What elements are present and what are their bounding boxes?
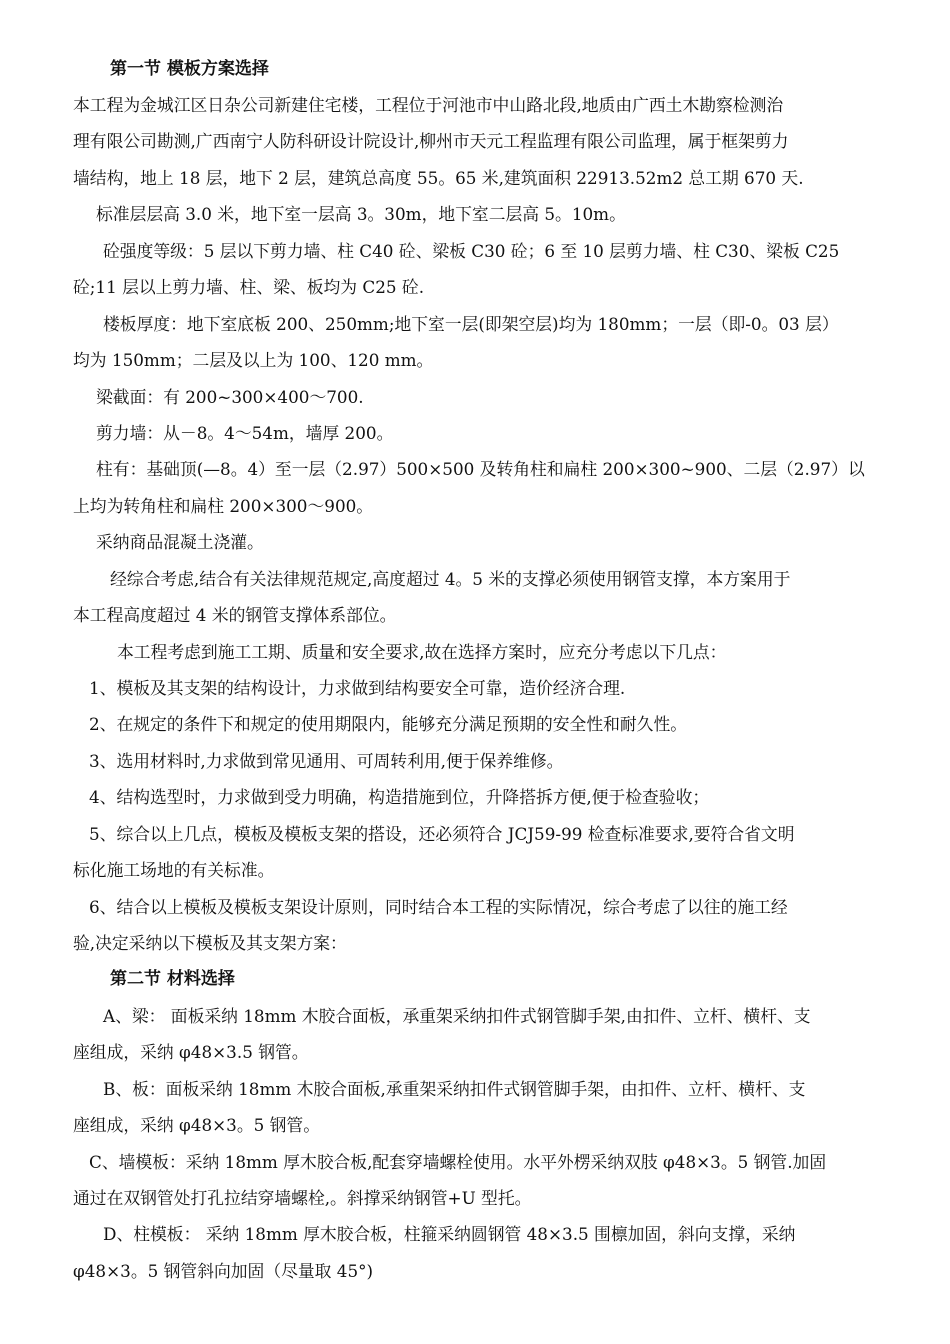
paragraph-line: 本工程高度超过 4 米的钢管支撑体系部位。 xyxy=(73,605,397,625)
material-item: D、柱模板： 采纳 18mm 厚木胶合板，柱箍采纳圆钢管 48×3.5 围檩加固，斜向支撑，采纳 xyxy=(103,1224,796,1244)
paragraph-line: 砼强度等级：5 层以下剪力墙、柱 C40 砼、梁板 C30 砼；6 至 10 层剪力墙、柱 C30、梁板 C25 xyxy=(103,241,840,261)
paragraph-line: 本工程考虑到施工工期、质量和安全要求,故在选择方案时，应充分考虑以下几点： xyxy=(117,642,727,662)
list-item: 6、结合以上模板及模板支架设计原则，同时结合本工程的实际情况，综合考虑了以往的施工经 xyxy=(89,897,788,917)
material-item: 座组成，采纳 φ48×3.5 钢管。 xyxy=(73,1042,309,1062)
material-item: C、墙模板：采纳 18mm 厚木胶合板,配套穿墙螺栓使用。水平外楞采纳双肢 φ48×3。5 钢管.加固 xyxy=(89,1152,827,1172)
list-item: 5、综合以上几点，模板及模板支架的搭设，还必须符合 JCJ59-99 检查标准要求,要符合省文明 xyxy=(89,824,795,844)
list-item: 2、在规定的条件下和规定的使用期限内，能够充分满足预期的安全性和耐久性。 xyxy=(89,714,688,734)
paragraph-line: 墙结构，地上 18 层，地下 2 层，建筑总高度 55。65 米,建筑面积 22913.52m2 总工期 670 天. xyxy=(73,168,804,188)
paragraph-line: 柱有：基础顶(—8。4）至一层（2.97）500×500 及转角柱和扁柱 200×300~900、二层（2.97）以 xyxy=(96,459,865,479)
paragraph-line: 理有限公司勘测,广西南宁人防科研设计院设计,柳州市天元工程监理有限公司监理，属于框架剪力 xyxy=(73,131,789,151)
list-item: 1、模板及其支架的结构设计，力求做到结构要安全可靠，造价经济合理. xyxy=(89,678,626,698)
paragraph-line: 砼;11 层以上剪力墙、柱、梁、板均为 C25 砼. xyxy=(73,277,425,297)
paragraph-line: 本工程为金城江区日杂公司新建住宅楼，工程位于河池市中山路北段,地质由广西土木勘察检测治 xyxy=(73,95,784,115)
material-item: φ48×3。5 钢管斜向加固（尽量取 45°) xyxy=(73,1261,374,1281)
paragraph-line: 梁截面：有 200~300×400～700. xyxy=(96,387,364,407)
paragraph-line: 采纳商品混凝土浇灌。 xyxy=(96,532,264,552)
material-item: B、板：面板采纳 18mm 木胶合面板,承重架采纳扣件式钢管脚手架，由扣件、立杆、横杆、支 xyxy=(103,1079,806,1099)
paragraph-line: 标准层层高 3.0 米，地下室一层高 3。30m，地下室二层高 5。10m。 xyxy=(96,204,626,224)
paragraph-line: 楼板厚度：地下室底板 200、250mm;地下室一层(即架空层)均为 180mm；一层（即-0。03 层） xyxy=(103,314,839,334)
paragraph-line: 上均为转角柱和扁柱 200×300～900。 xyxy=(73,496,374,516)
list-item: 4、结构选型时，力求做到受力明确，构造措施到位，升降搭拆方便,便于检查验收； xyxy=(89,787,710,807)
paragraph-line: 均为 150mm；二层及以上为 100、120 mm。 xyxy=(73,350,434,370)
material-item: A、梁： 面板采纳 18mm 木胶合面板，承重架采纳扣件式钢管脚手架,由扣件、立杆、横杆、支 xyxy=(103,1006,811,1026)
list-item: 验,决定采纳以下模板及其支架方案： xyxy=(73,933,347,953)
list-item: 3、选用材料时,力求做到常见通用、可周转利用,便于保养维修。 xyxy=(89,751,564,771)
section-heading-1: 第一节 模板方案选择 xyxy=(110,59,269,79)
material-item: 通过在双钢管处打孔拉结穿墙螺栓,。斜撑采纳钢管+U 型托。 xyxy=(73,1188,532,1208)
section-heading-2: 第二节 材料选择 xyxy=(110,969,235,989)
paragraph-line: 剪力墙：从－8。4～54m，墙厚 200。 xyxy=(96,423,394,443)
paragraph-line: 经综合考虑,结合有关法律规范规定,高度超过 4。5 米的支撑必须使用钢管支撑，本方案用于 xyxy=(110,569,791,589)
list-item: 标化施工场地的有关标准。 xyxy=(73,860,275,880)
material-item: 座组成，采纳 φ48×3。5 钢管。 xyxy=(73,1115,320,1135)
